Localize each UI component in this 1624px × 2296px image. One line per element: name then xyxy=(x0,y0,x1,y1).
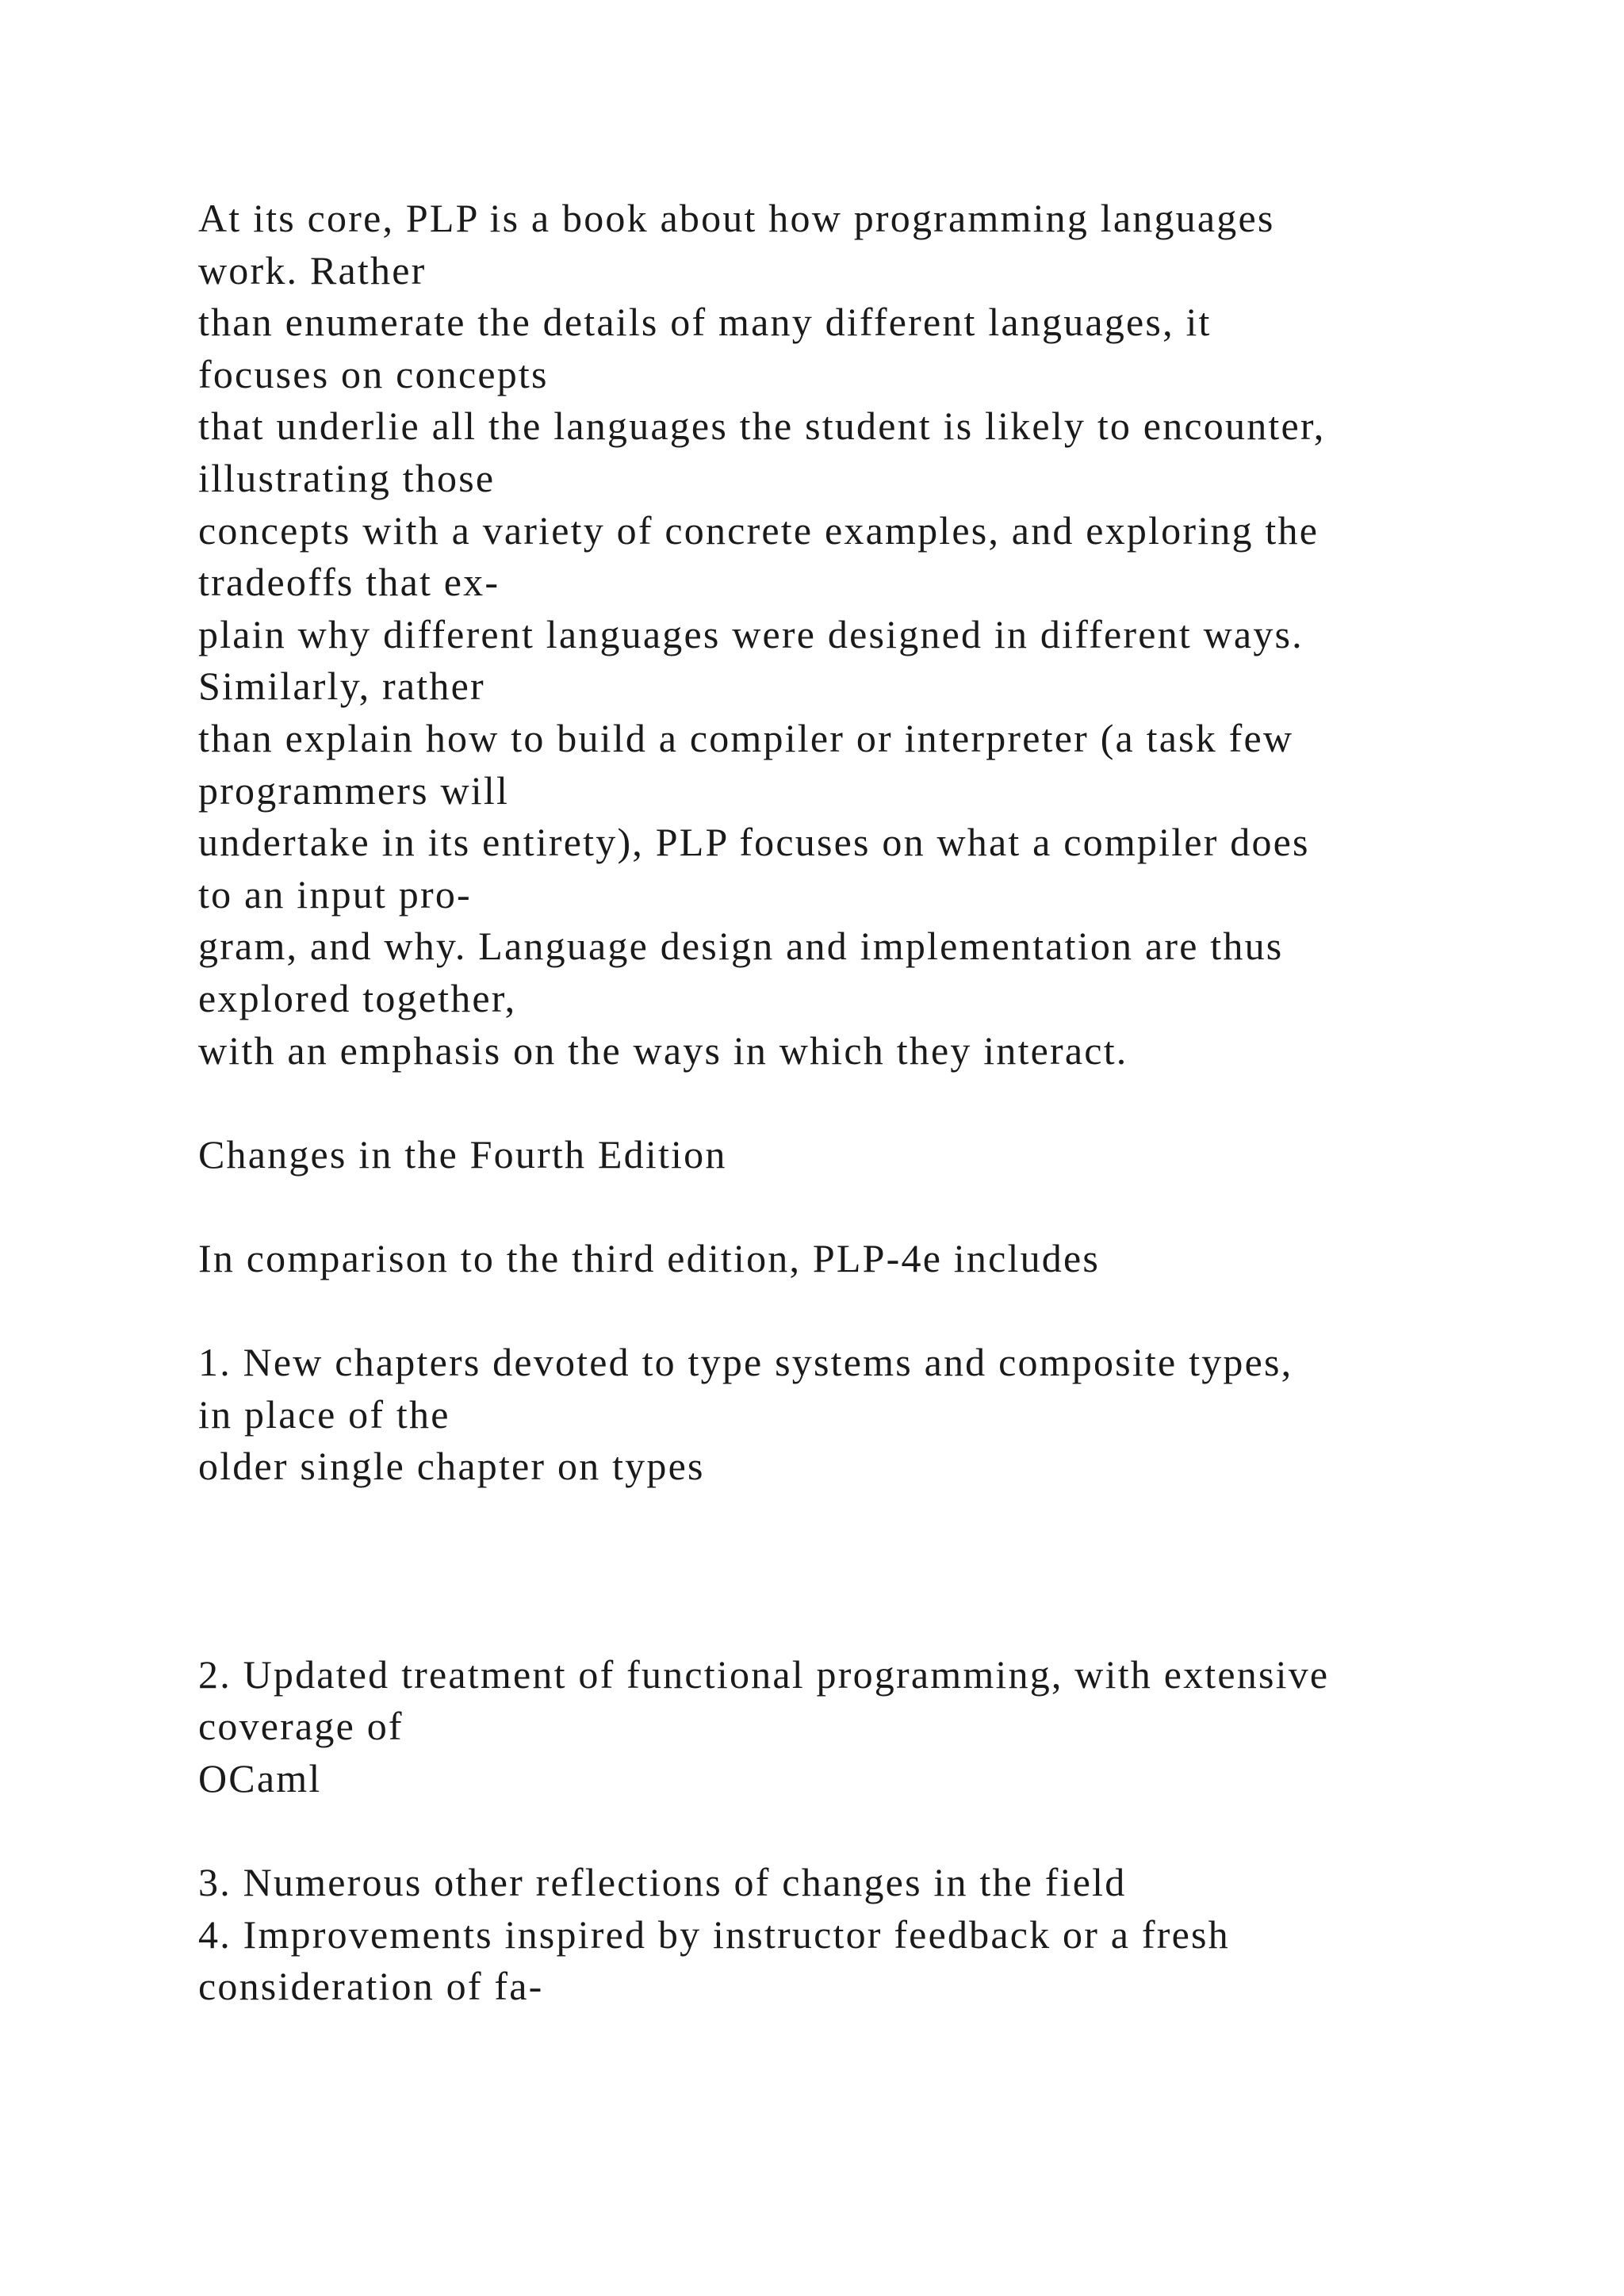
blank-line xyxy=(198,1597,1507,1649)
intro-line: with an emphasis on the ways in which they interact. xyxy=(198,1027,1128,1073)
intro-line: explored together, xyxy=(198,975,517,1020)
intro-line: tradeoffs that ex- xyxy=(198,560,500,605)
intro-line: focuses on concepts xyxy=(198,351,549,396)
intro-line: Similarly, rather xyxy=(198,664,485,709)
list-item-4-line: 4. Improvements inspired by instructor feedback or a fresh xyxy=(198,1911,1230,1957)
list-item-4-line: consideration of fa- xyxy=(198,1964,544,2009)
list-item-1-line: 1. New chapters devoted to type systems and composite types, xyxy=(198,1340,1293,1385)
intro-line: undertake in its entirety), PLP focuses on what a compiler does xyxy=(198,820,1310,865)
document-body xyxy=(198,193,1507,2013)
blank-line xyxy=(198,1493,1507,1545)
list-item-2-line: OCaml xyxy=(198,1755,322,1800)
list-item-1-line: in place of the xyxy=(198,1391,450,1437)
list-item-1-line: older single chapter on types xyxy=(198,1444,705,1489)
list-item-3-line: 3. Numerous other reflections of changes in the field xyxy=(198,1860,1127,1904)
list-item-2-line: 2. Updated treatment of functional programming, with extensive xyxy=(198,1651,1330,1697)
intro-line: plain why different languages were designed in different ways. xyxy=(198,611,1304,656)
blank-line xyxy=(198,1181,1507,1233)
intro-line: illustrating those xyxy=(198,455,496,500)
blank-line xyxy=(198,1077,1507,1129)
blank-line xyxy=(198,1804,1507,1857)
intro-line: work. Rather xyxy=(198,247,427,293)
intro-line: that underlie all the languages the student is likely to encounter, xyxy=(198,404,1326,449)
intro-line: concepts with a variety of concrete examples, and exploring the xyxy=(198,507,1320,553)
intro-line: programmers will xyxy=(198,767,510,813)
comparison-line: In comparison to the third edition, PLP-4e includes xyxy=(198,1235,1101,1280)
intro-line: than explain how to build a compiler or interpreter (a task few xyxy=(198,715,1294,760)
blank-line xyxy=(198,1544,1507,1597)
intro-line: to an input pro- xyxy=(198,871,472,916)
intro-line: gram, and why. Language design and implementation are thus xyxy=(198,924,1284,969)
list-item-2-line: coverage of xyxy=(198,1704,404,1749)
section-heading: Changes in the Fourth Edition xyxy=(198,1131,727,1177)
intro-line: than enumerate the details of many different languages, it xyxy=(198,300,1212,345)
blank-line xyxy=(198,1284,1507,1337)
intro-line: At its core, PLP is a book about how programming languages xyxy=(198,196,1275,240)
